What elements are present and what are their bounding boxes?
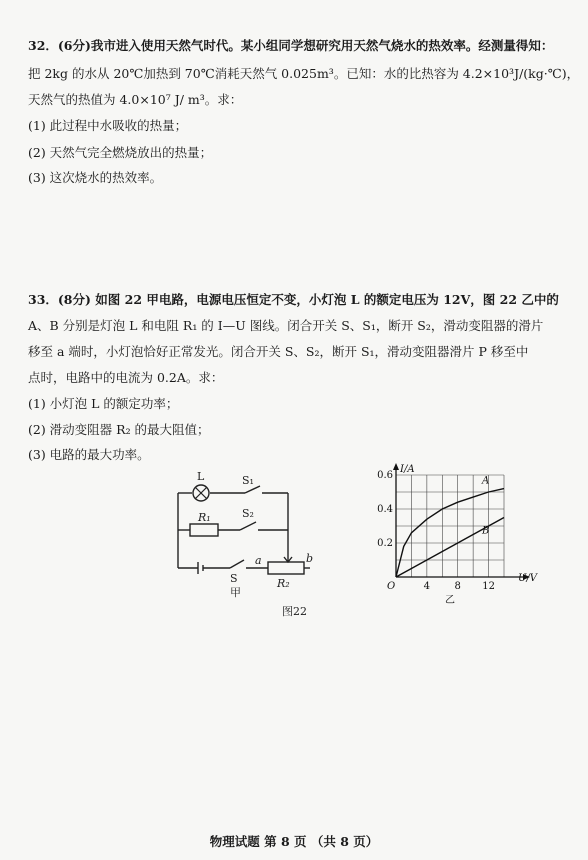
q33-line4: 点时，电路中的电流为 0.2A。求： <box>28 370 224 385</box>
q33-sub2: (2) 滑动变阻器 R₂ 的最大阻值； <box>28 422 210 437</box>
y-axis-label: I/A <box>400 464 415 475</box>
series-label-B: B <box>482 525 490 537</box>
q32-line3: 天然气的热值为 4.0×10⁷ J/ m³。求： <box>28 92 243 107</box>
r2-label: R₂ <box>277 577 290 590</box>
r1-label: R₁ <box>198 511 211 524</box>
a-label: a <box>255 554 262 567</box>
b-label: b <box>306 552 314 565</box>
x-tick-label: 8 <box>454 581 461 592</box>
q32-sub1: (1) 此过程中水吸收的热量； <box>28 118 188 133</box>
x-tick-label: 4 <box>423 581 431 592</box>
q32-sub3: (3) 这次烧水的热效率。 <box>28 170 163 185</box>
s-label: S <box>230 572 238 585</box>
figure-caption: 图22 <box>282 605 307 618</box>
q33-line3: 移至 a 端时，小灯泡恰好正常发光。闭合开关 S、S₂，断开 S₁，滑动变阻器滑片 P 移至中 <box>28 344 529 359</box>
q33-line2: A、B 分别是灯泡 L 和电阻 R₁ 的 I—U 图线。闭合开关 S、S₁，断开 S₂，滑动变阻器的滑片 <box>28 318 544 333</box>
q32-sub2: (2) 天然气完全燃烧放出的热量； <box>28 145 213 160</box>
page-footer: 物理试题 第 8 页 （共 8 页） <box>209 834 379 849</box>
q32-line1: 32．(6分)我市进入使用天然气时代。某小组同学想研究用天然气烧水的热效率。经测量得知： <box>28 38 554 53</box>
circuit-caption: 甲 <box>230 586 241 599</box>
origin-label: O <box>387 581 396 592</box>
x-axis-label: U/V <box>518 573 538 584</box>
lamp-icon <box>193 485 209 501</box>
y-axis-arrow <box>393 463 399 470</box>
y-tick-label: 0.2 <box>377 538 393 549</box>
circuit-diagram <box>160 470 320 600</box>
lamp-label: L <box>197 470 205 483</box>
q33-sub1: (1) 小灯泡 L 的额定功率； <box>28 396 179 411</box>
q32-line2: 把 2kg 的水从 20℃加热到 70℃消耗天然气 0.025m³。已知：水的比热容为 4.2×10³J/(kg·℃)， <box>28 66 580 81</box>
q33-sub3: (3) 电路的最大功率。 <box>28 447 150 462</box>
y-tick-label: 0.6 <box>377 470 393 481</box>
s2-label: S₂ <box>242 507 254 520</box>
x-tick-label: 12 <box>482 581 495 592</box>
y-tick-label: 0.4 <box>377 504 393 515</box>
series-label-A: A <box>482 475 490 487</box>
s1-label: S₁ <box>242 474 254 487</box>
chart-caption: 乙 <box>445 595 455 606</box>
iu-chart <box>372 462 548 612</box>
q33-line1: 33．(8分) 如图 22 甲电路，电源电压恒定不变，小灯泡 L 的额定电压为 12V，图 22 乙中的 <box>28 292 559 307</box>
